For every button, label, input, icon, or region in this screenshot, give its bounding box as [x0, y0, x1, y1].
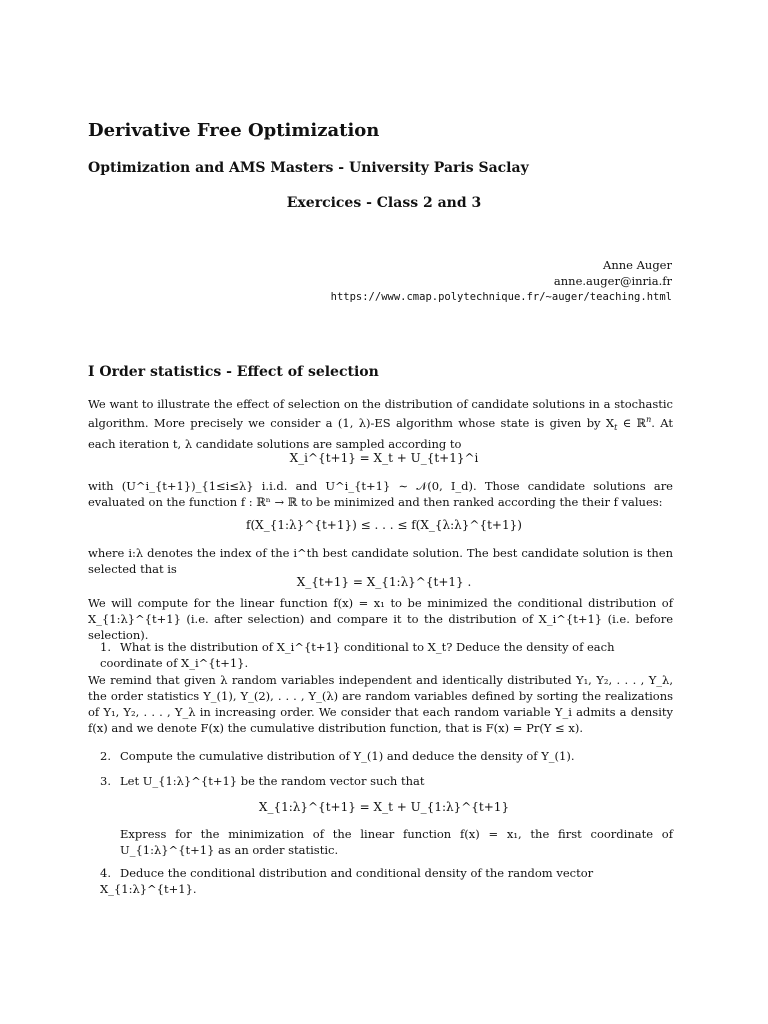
question-4: 4. Deduce the conditional distribution and conditional density of the random vector X_{1:λ}^{t+1}.: [100, 866, 594, 896]
author-name: Anne Auger: [603, 258, 672, 272]
question-3-detail: Express for the minimization of the linear function f(x) = x₁, the first coordinate of U_{1:λ}^{t+1} as an order statistic.: [120, 827, 673, 857]
class-line: Exercices - Class 2 and 3: [286, 195, 482, 211]
paragraph-evaluation: with (U^i_{t+1})_{1≤i≤λ} i.i.d. and U^i_{t+1} ∼ 𝒩(0, I_d). Those candidate solutions are evaluated on the function f : ℝⁿ → ℝ to be minimized and then ranked according the their f values:: [88, 479, 673, 509]
question-2: 2. Compute the cumulative distribution of Y_(1) and deduce the density of Y_(1).: [100, 749, 575, 763]
page-title: Derivative Free Optimization: [88, 120, 380, 141]
equation-selected-vector: X_{1:λ}^{t+1} = X_t + U_{1:λ}^{t+1}: [258, 800, 510, 814]
question-3: 3. Let U_{1:λ}^{t+1} be the random vector such that: [100, 774, 425, 788]
paragraph-compute: We will compute for the linear function f(x) = x₁ to be minimized the conditional distribution of X_{1:λ}^{t+1} (i.e. after selection) and compare it to the distribution of X_i^{t+1} (i.e. before selection).: [88, 596, 673, 642]
equation-ranking: f(X_{1:λ}^{t+1}) ≤ . . . ≤ f(X_{λ:λ}^{t+1}): [246, 518, 522, 532]
paragraph-order-statistics: We remind that given λ random variables independent and identically distributed Y₁, Y₂, . . . , Y_λ, the order statistics Y_(1), Y_(2), . . . , Y_(λ) are random variables defined by sorting the realizations of Y₁, Y₂, . . . , Y_λ in increasing order. We consider that each random variable Y_i admits a density f(x) and we denote F(x) the cumulative distribution function, that is F(x) = Pr(Y ≤ x).: [88, 673, 673, 735]
equation-sampling: X_i^{t+1} = X_t + U_{t+1}^i: [289, 451, 479, 465]
page-subtitle: Optimization and AMS Masters - University Paris Saclay: [88, 160, 529, 176]
author-email: anne.auger@inria.fr: [553, 274, 672, 288]
section-title: I Order statistics - Effect of selection: [88, 364, 379, 380]
author-block: [331, 257, 672, 305]
equation-best: X_{t+1} = X_{1:λ}^{t+1} .: [296, 575, 472, 589]
paragraph-intro: We want to illustrate the effect of selection on the distribution of candidate solutions in a stochastic algorithm. More precisely we consider a (1, λ)-ES algorithm whose state is given by $X_t$ ∈ ℝ$^n$. At each iteration t, λ candidate solutions are sampled according to: [88, 397, 673, 452]
paragraph-selection: where i:λ denotes the index of the i^th best candidate solution. The best candidate solution is then selected that is: [88, 546, 673, 576]
question-1: 1. What is the distribution of X_i^{t+1} conditional to X_t? Deduce the density of each coordinate of X_i^{t+1}.: [100, 640, 615, 670]
author-url[interactable]: https://www.cmap.polytechnique.fr/~auger/teaching.html: [330, 291, 672, 303]
